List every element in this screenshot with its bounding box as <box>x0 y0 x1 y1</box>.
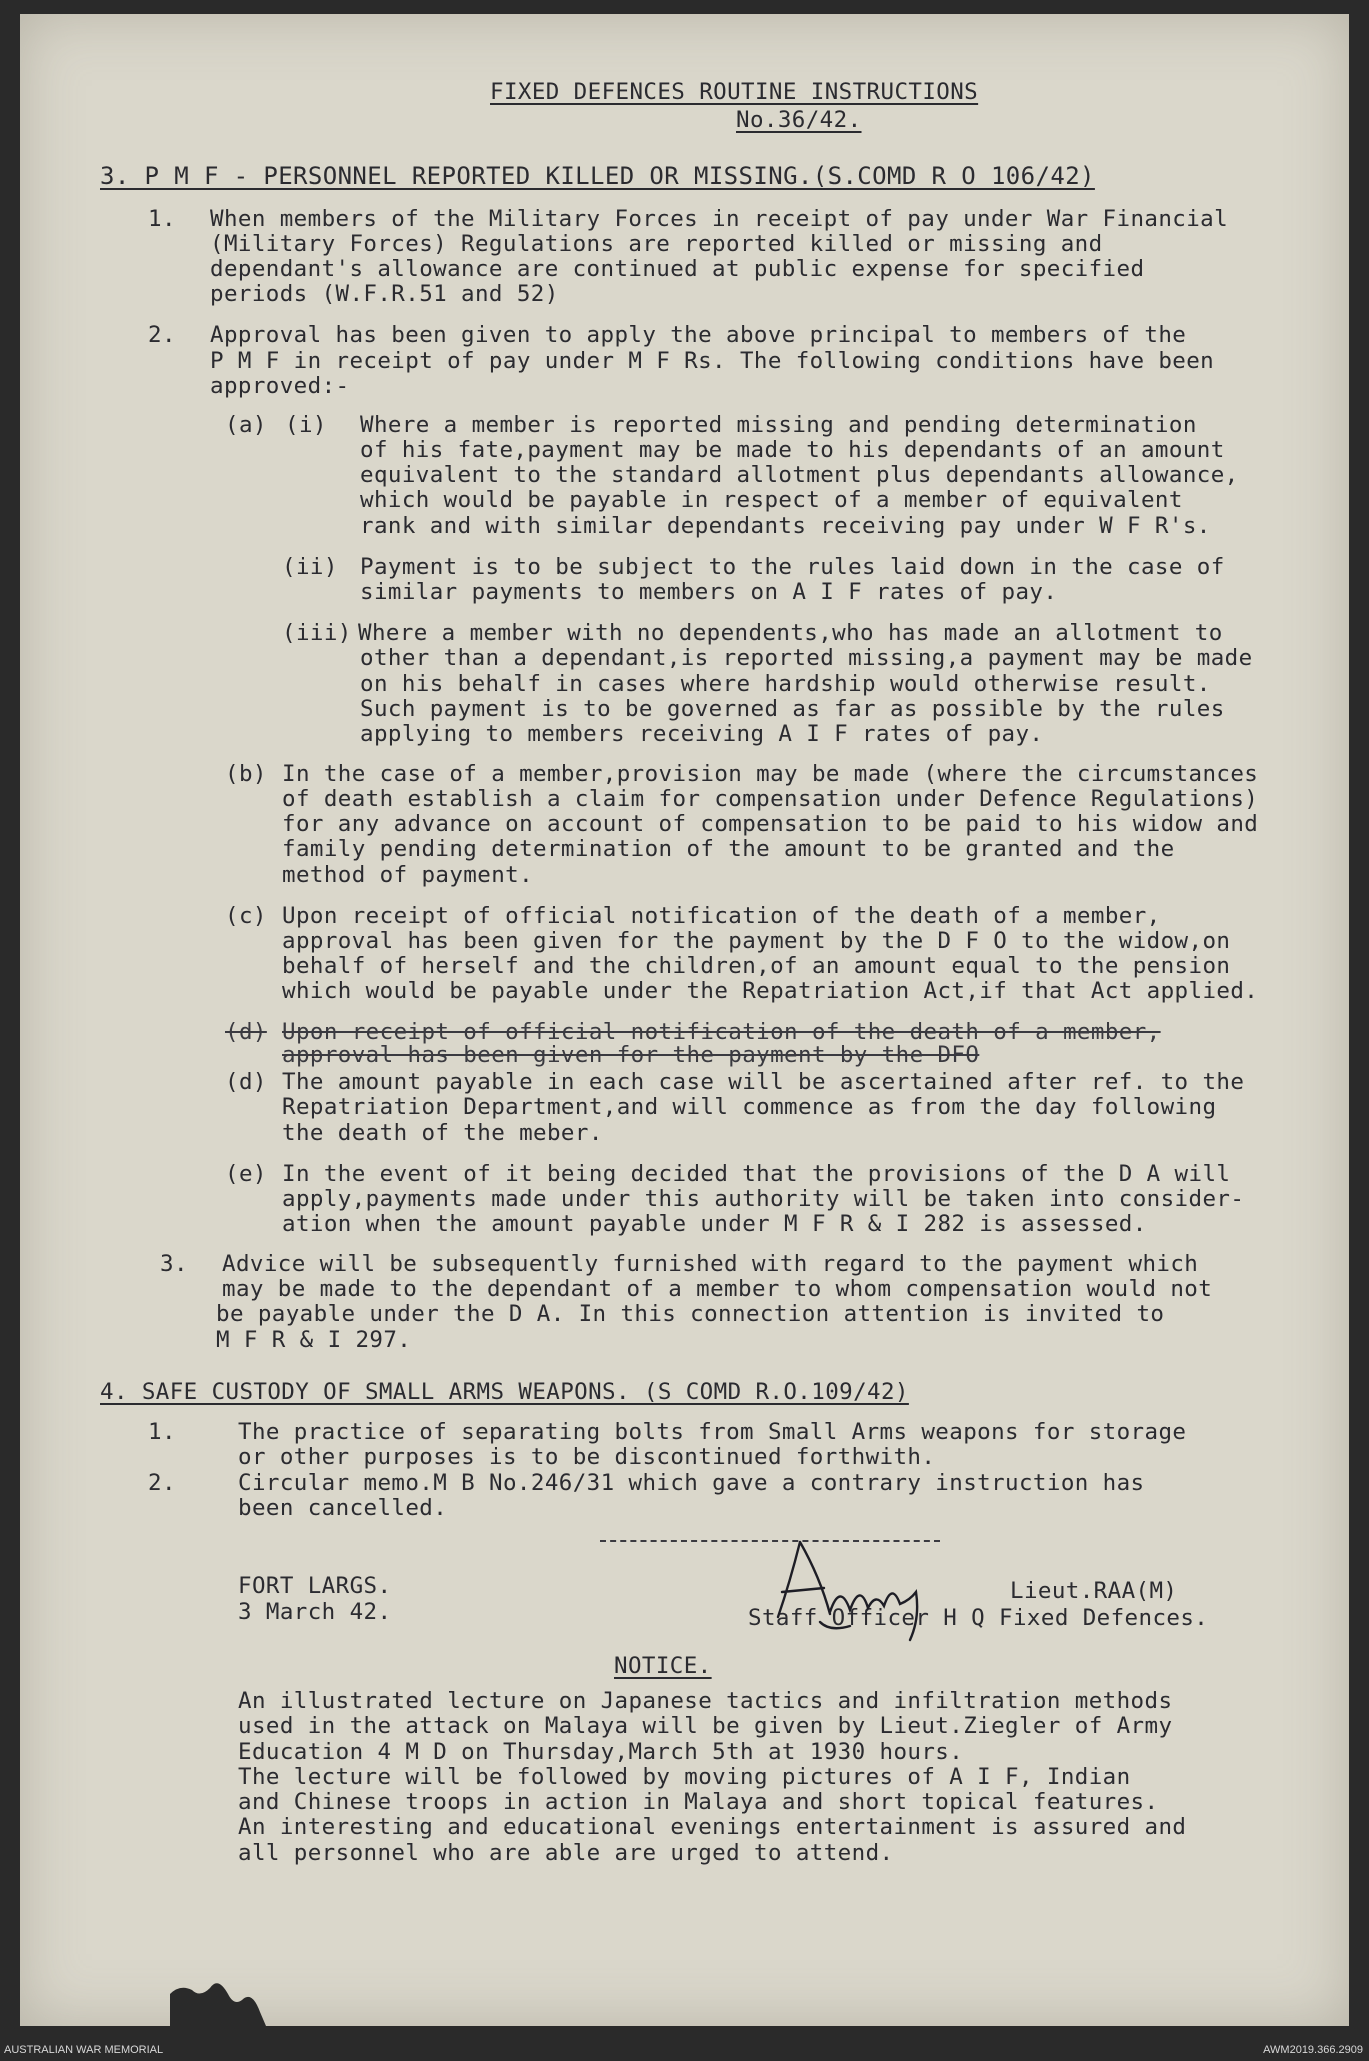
document-paper <box>20 14 1349 2026</box>
s3-p3-line: be payable under the D A. In this connection attention is invited to <box>216 1301 1165 1327</box>
notice-line: Education 4 M D on Thursday,March 5th at 1930 hours. <box>238 1739 964 1765</box>
s3-p1-line: periods (W.F.R.51 and 52) <box>210 281 559 307</box>
item-c-label: (c) <box>225 903 267 929</box>
notice-line: used in the attack on Malaya will be given by Lieut.Ziegler of Army <box>238 1713 1173 1739</box>
item-e-line: In the event of it being decided that the provisions of the D A will <box>282 1161 1231 1187</box>
footer-catalog-id: AWM2019.366.2909 <box>1263 2044 1363 2056</box>
item-c-line: approval has been given for the payment by the D F O to the widow,on <box>282 928 1231 954</box>
s3-p1-line: When members of the Military Forces in receipt of pay under War Financial <box>210 206 1229 232</box>
s3-p2-line: Approval has been given to apply the above principal to members of the <box>210 322 1187 348</box>
s4-p2-line: Circular memo.M B No.246/31 which gave a contrary instruction has <box>238 1470 1145 1496</box>
item-a-iii-line: Where a member with no dependents,who has made an allotment to <box>358 620 1223 646</box>
s3-p1-line: dependant's allowance are continued at public expense for specified <box>210 256 1145 282</box>
item-b-line: for any advance on account of compensation to be paid to his widow and <box>282 811 1259 837</box>
s4-p1-line: or other purposes is to be discontinued forthwith. <box>238 1444 936 1470</box>
item-b-label: (b) <box>225 761 267 787</box>
s3-p3-line: M F R & I 297. <box>216 1327 412 1353</box>
item-d-line: The amount payable in each case will be ascertained after ref. to the <box>282 1069 1245 1095</box>
item-a-iii-line: Such payment is to be governed as far as possible by the rules <box>360 696 1225 722</box>
s3-p2-line: approved:- <box>210 373 350 399</box>
item-a-ii-line: Payment is to be subject to the rules laid down in the case of <box>360 554 1225 580</box>
struck-item-label: (d) <box>225 1019 267 1045</box>
item-a-ii-line: similar payments to members on A I F rates of pay. <box>360 579 1058 605</box>
s4-p2-num: 2. <box>148 1470 176 1496</box>
s4-p2-line: been cancelled. <box>238 1495 448 1521</box>
struck-item-line: approval has been given for the payment by the DFO <box>282 1042 980 1068</box>
item-a-i-line: equivalent to the standard allotment plus dependants allowance, <box>360 462 1239 488</box>
s3-p1-num: 1. <box>148 206 176 232</box>
doc-number: No.36/42. <box>736 107 862 133</box>
signoff-role: Staff Officer H Q Fixed Defences. <box>748 1605 1209 1631</box>
footer-archive-name: AUSTRALIAN WAR MEMORIAL <box>4 2044 164 2056</box>
s4-p1-line: The practice of separating bolts from Small Arms weapons for storage <box>238 1419 1187 1445</box>
signoff-rank: Lieut.RAA(M) <box>1010 1578 1178 1604</box>
s3-p2-num: 2. <box>148 322 176 348</box>
section-3-heading: 3. P M F - PERSONNEL REPORTED KILLED OR MISSING.(S.COMD R O 106/42) <box>100 162 1095 190</box>
item-d-line: Repatriation Department,and will commence as from the day following <box>282 1094 1217 1120</box>
item-e-line: apply,payments made under this authority will be taken into consider- <box>282 1186 1245 1212</box>
archive-footer <box>0 2040 1369 2061</box>
struck-item-line: Upon receipt of official notification of the death of a member, <box>282 1019 1161 1045</box>
item-a-iii-label: (iii) <box>282 620 352 646</box>
item-c-line: Upon receipt of official notification of the death of a member, <box>282 903 1161 929</box>
item-a-iii-line: on his behalf in cases where hardship would otherwise result. <box>360 671 1211 697</box>
item-b-line: family pending determination of the amount to be granted and the <box>282 836 1175 862</box>
item-a-i-label: (i) <box>285 412 327 438</box>
item-a-i-line: which would be payable in respect of a member of equivalent <box>360 487 1183 513</box>
notice-line: An interesting and educational evenings entertainment is assured and <box>238 1814 1187 1840</box>
item-a-i-line: of his fate,payment may be made to his dependants of an amount <box>360 437 1225 463</box>
s3-p1-line: (Military Forces) Regulations are reported killed or missing and <box>210 231 1103 257</box>
notice-line: An illustrated lecture on Japanese tactics and infiltration methods <box>238 1688 1173 1714</box>
s3-p2-line: P M F in receipt of pay under M F Rs. The following conditions have been <box>210 348 1215 374</box>
s3-p3-line: may be made to the dependant of a member to whom compensation would not <box>222 1276 1213 1302</box>
item-a-label: (a) <box>225 412 267 438</box>
item-c-line: which would be payable under the Repatriation Act,if that Act applied. <box>282 978 1259 1004</box>
notice-title: NOTICE. <box>614 1653 712 1679</box>
s4-p1-num: 1. <box>148 1419 176 1445</box>
notice-line: all personnel who are able are urged to attend. <box>238 1840 894 1866</box>
item-a-i-line: Where a member is reported missing and pending determination <box>360 412 1197 438</box>
item-e-label: (e) <box>225 1161 267 1187</box>
item-a-ii-label: (ii) <box>282 554 338 580</box>
doc-title: FIXED DEFENCES ROUTINE INSTRUCTIONS <box>490 79 979 105</box>
item-a-iii-line: other than a dependant,is reported missing,a payment may be made <box>360 645 1253 671</box>
item-d-label: (d) <box>225 1069 267 1095</box>
item-b-line: In the case of a member,provision may be made (where the circumstances <box>282 761 1259 787</box>
notice-line: The lecture will be followed by moving pictures of A I F, Indian <box>238 1764 1131 1790</box>
notice-line: and Chinese troops in action in Malaya and short topical features. <box>238 1789 1159 1815</box>
item-b-line: of death establish a claim for compensation under Defence Regulations) <box>282 786 1259 812</box>
handwritten-signature <box>760 1522 970 1652</box>
item-d-line: the death of the meber. <box>282 1120 603 1146</box>
signoff-date: 3 March 42. <box>238 1599 392 1625</box>
item-a-i-line: rank and with similar dependants receiving pay under W F R's. <box>360 513 1211 539</box>
signoff-place: FORT LARGS. <box>238 1573 392 1599</box>
item-e-line: ation when the amount payable under M F R & I 282 is assessed. <box>282 1211 1147 1237</box>
item-b-line: method of payment. <box>282 862 534 888</box>
s3-p3-num: 3. <box>160 1251 188 1277</box>
s3-p3-line: Advice will be subsequently furnished with regard to the payment which <box>222 1251 1199 1277</box>
item-a-iii-line: applying to members receiving A I F rates of pay. <box>360 721 1044 747</box>
item-c-line: behalf of herself and the children,of an amount equal to the pension <box>282 953 1231 979</box>
section-4-heading: 4. SAFE CUSTODY OF SMALL ARMS WEAPONS. (S COMD R.O.109/42) <box>100 1379 909 1405</box>
